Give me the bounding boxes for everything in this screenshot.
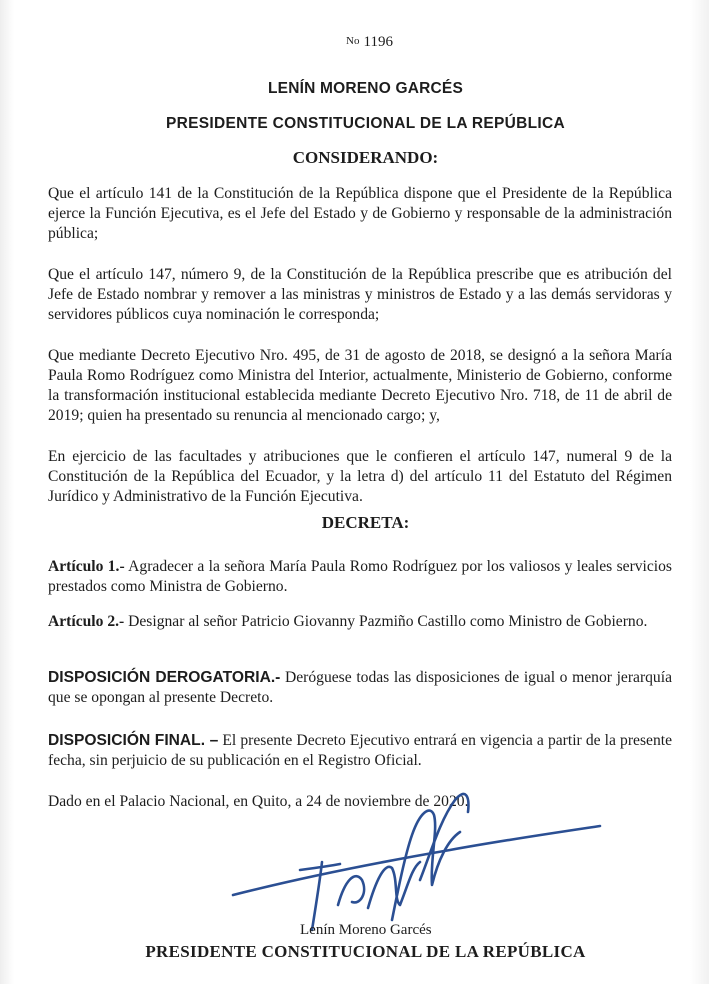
decreta-heading: DECRETA: (321, 513, 410, 532)
derogatory-provision (48, 668, 672, 708)
consideration-paragraph: Que el artículo 141 de la Constitución de la República dispone que el Presidente de la República ejerce la Función Ejecutiva, es el Jefe del Estado y de Gobierno y responsable de la administración pública; (48, 185, 672, 242)
number-value: 1196 (363, 34, 393, 50)
president-name-heading: LENÍN MORENO GARCÉS (268, 80, 463, 97)
article-heading: Artículo 1.- (48, 558, 125, 575)
signatory-title: PRESIDENTE CONSTITUCIONAL DE LA REPÚBLICA (145, 942, 586, 961)
article-text: Agradecer a la señora María Paula Romo Rodríguez por los valiosos y leales servicios prestados como Ministra de Gobierno. (48, 558, 673, 595)
final-provision (48, 731, 672, 771)
article-text: Designar al señor Patricio Giovanny Pazmiño Castillo como Ministro de Gobierno. (128, 613, 648, 630)
consideration-paragraph: Que el artículo 147, número 9, de la Constitución de la República prescribe que es atribución del Jefe de Estado nombrar y remover a las ministras y ministros de Estado y a las demás servidoras y servidores públicos cuya nominación le corresponda; (48, 266, 672, 323)
president-title-heading: PRESIDENTE CONSTITUCIONAL DE LA REPÚBLICA (166, 115, 565, 132)
article-heading: Artículo 2.- (48, 613, 125, 630)
consideration-paragraph: En ejercicio de las facultades y atribuciones que le confieren el artículo 147, numeral 9 de la Constitución de la República del Ecuador, y la letra d) del artículo 11 del Estatuto del Régimen Jurídico y Administrativo de la Función Ejecutiva. (48, 448, 672, 505)
decree-number (0, 34, 709, 51)
closing-date-line: Dado en el Palacio Nacional, en Quito, a 24 de noviembre de 2020. (48, 793, 469, 810)
provision-text: Deróguese todas las disposiciones de igual o menor jerarquía que se opongan al presente Decreto. (48, 669, 672, 706)
considerando-heading: CONSIDERANDO: (292, 148, 439, 167)
number-prefix: No (346, 35, 360, 47)
consideration-paragraph: Que mediante Decreto Ejecutivo Nro. 495, de 31 de agosto de 2018, se designó a la señora María Paula Romo Rodríguez como Ministra del Interior, actualmente, Ministerio de Gobierno, conforme la transformación institucional establecida mediante Decreto Ejecutivo Nro. 718, de 11 de abril de 2019; quien ha presentado su renuncia al mencionado cargo; y, (48, 347, 672, 424)
provision-heading: DISPOSICIÓN FINAL. – (48, 732, 219, 749)
provision-text: El presente Decreto Ejecutivo entrará en vigencia a partir de la presente fecha, sin perjuicio de su publicación en el Registro Oficial. (48, 732, 672, 769)
signatory-name: Lenín Moreno Garcés (300, 922, 432, 938)
article-1 (48, 557, 672, 597)
article-2 (48, 612, 672, 632)
provision-heading: DISPOSICIÓN DEROGATORIA.- (48, 669, 281, 686)
